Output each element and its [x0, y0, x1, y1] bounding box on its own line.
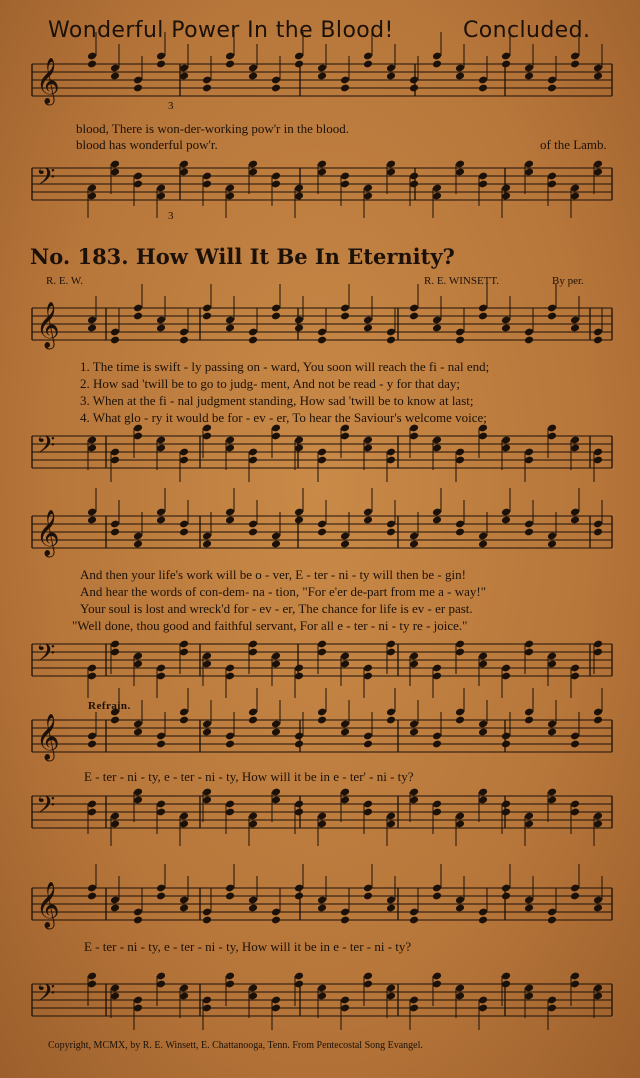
verse-3-part-2: Your soul is lost and wreck'd for - ev - er, The chance for life is ev - er past. [80, 601, 473, 616]
permission-note: By per. [552, 275, 584, 287]
notehead [524, 336, 534, 345]
notehead [524, 72, 534, 81]
notehead [317, 72, 327, 81]
notehead [271, 540, 281, 549]
notehead [409, 916, 419, 925]
notehead [294, 740, 304, 749]
notehead [340, 312, 350, 321]
notehead [432, 740, 442, 749]
notehead [248, 904, 258, 913]
notehead [110, 336, 120, 345]
verse-2-part-1: 2. How sad 'twill be to go to judg- ment, And not be read - y for that day; [80, 376, 460, 391]
notehead [593, 72, 603, 81]
notehead [340, 84, 350, 93]
notehead [156, 892, 166, 901]
bass-clef-icon: 𝄢 [36, 979, 56, 1014]
notehead [202, 540, 212, 549]
notehead [271, 84, 281, 93]
notehead [133, 916, 143, 925]
notehead [294, 892, 304, 901]
notehead [524, 904, 534, 913]
notehead [202, 916, 212, 925]
notehead [570, 516, 580, 525]
notehead [432, 324, 442, 333]
notehead [225, 892, 235, 901]
notehead [156, 516, 166, 525]
notehead [179, 904, 189, 913]
notehead [570, 740, 580, 749]
notehead [133, 84, 143, 93]
notehead [455, 336, 465, 345]
notehead [547, 728, 557, 737]
notehead [202, 728, 212, 737]
notehead [179, 336, 189, 345]
treble-clef-icon: 𝄞 [36, 302, 60, 348]
notehead [271, 916, 281, 925]
refrain-lyric-2: E - ter - ni - ty, e - ter - ni - ty, How will it be in e - ter - ni - ty? [84, 939, 412, 954]
notehead [133, 540, 143, 549]
verse-1-part-2: And then your life's work will be o - ver, E - ter - ni - ty will then be - gin! [80, 567, 466, 582]
notehead [87, 516, 97, 525]
notehead [363, 740, 373, 749]
notehead [455, 904, 465, 913]
verse-3-part-1: 3. When at the fi - nal judgment standing, How sad 'twill be to know at last; [80, 393, 474, 408]
notehead [593, 904, 603, 913]
notehead [547, 312, 557, 321]
notehead [478, 540, 488, 549]
notehead [110, 528, 120, 537]
notehead [110, 716, 120, 725]
continued-lyric-line-1: blood, There is won-der-working pow'r in the blood. [76, 121, 349, 136]
bass-clef-icon: 𝄢 [36, 431, 56, 466]
notehead [225, 324, 235, 333]
notehead [363, 892, 373, 901]
notehead [363, 60, 373, 69]
notehead [363, 324, 373, 333]
notehead [455, 716, 465, 725]
notehead [271, 312, 281, 321]
notehead [570, 324, 580, 333]
notehead [432, 60, 442, 69]
notehead [501, 516, 511, 525]
notehead [87, 60, 97, 69]
notehead [340, 540, 350, 549]
notehead [225, 740, 235, 749]
notehead [547, 84, 557, 93]
notehead [87, 324, 97, 333]
treble-clef-icon: 𝄞 [36, 58, 60, 104]
notehead [409, 728, 419, 737]
notehead [593, 716, 603, 725]
continued-hymn-title: Wonderful Power In the Blood! [48, 18, 394, 43]
notehead [248, 336, 258, 345]
notehead [570, 892, 580, 901]
notehead [593, 528, 603, 537]
notehead [363, 516, 373, 525]
refrain-label: Refrain. [88, 700, 131, 712]
words-by: R. E. W. [46, 275, 83, 287]
treble-clef-icon: 𝄞 [36, 510, 60, 556]
notehead [294, 516, 304, 525]
notehead [455, 528, 465, 537]
notehead [501, 324, 511, 333]
treble-clef-icon: 𝄞 [36, 882, 60, 928]
notehead [87, 740, 97, 749]
refrain-lyric-1: E - ter - ni - ty, e - ter - ni - ty, How will it be in e - ter' - ni - ty? [84, 769, 414, 784]
notehead [386, 336, 396, 345]
continued-lyric-line-2: blood has wonderful pow'r. [76, 137, 218, 152]
notehead [156, 740, 166, 749]
notehead [110, 72, 120, 81]
treble-clef-icon: 𝄞 [36, 714, 60, 760]
notehead [294, 60, 304, 69]
notehead [478, 84, 488, 93]
bass-clef-icon: 𝄢 [36, 791, 56, 826]
notehead [478, 312, 488, 321]
verse-2-part-2: And hear the words of con-dem- na - tion, "For e'er de-part from me a - way!" [80, 584, 487, 599]
notehead [202, 312, 212, 321]
notehead [156, 324, 166, 333]
verse-1-part-1: 1. The time is swift - ly passing on - ward, You soon will reach the fi - nal end; [80, 359, 490, 374]
notehead [409, 312, 419, 321]
notehead [248, 528, 258, 537]
triplet-mark-top: 3 [168, 100, 174, 112]
notehead [294, 324, 304, 333]
verse-4-part-2: "Well done, thou good and faithful servant, For all e - ter - ni - ty re - joice." [72, 618, 468, 633]
verse-4-part-1: 4. What glo - ry it would be for - ev - er, To hear the Saviour's welcome voice; [80, 410, 487, 425]
hymn-title: No. 183. How Will It Be In Eternity? [30, 244, 455, 269]
notehead [340, 916, 350, 925]
notehead [225, 60, 235, 69]
notehead [225, 516, 235, 525]
notehead [547, 540, 557, 549]
notehead [317, 528, 327, 537]
notehead [455, 72, 465, 81]
notehead [87, 892, 97, 901]
notehead [386, 72, 396, 81]
music-by: R. E. WINSETT. [424, 275, 500, 287]
bass-clef-icon: 𝄢 [36, 639, 56, 674]
notehead [386, 904, 396, 913]
notehead [501, 60, 511, 69]
copyright-notice: Copyright, MCMX, by R. E. Winsett, E. Chattanooga, Tenn. From Pentecostal Song Evangel. [48, 1040, 423, 1051]
notehead [432, 516, 442, 525]
notehead [317, 716, 327, 725]
notehead [110, 904, 120, 913]
notehead [179, 716, 189, 725]
notehead [179, 528, 189, 537]
notehead [248, 716, 258, 725]
notehead [478, 728, 488, 737]
notehead [386, 528, 396, 537]
notehead [317, 336, 327, 345]
notehead [501, 892, 511, 901]
notehead [409, 84, 419, 93]
notehead [386, 716, 396, 725]
notehead [570, 60, 580, 69]
continued-hymn-status: Concluded. [463, 18, 591, 43]
notehead [524, 716, 534, 725]
notehead [501, 740, 511, 749]
notehead [133, 728, 143, 737]
continued-lyric-line-2-end: of the Lamb. [540, 137, 607, 152]
notehead [317, 904, 327, 913]
notehead [478, 916, 488, 925]
notehead [133, 312, 143, 321]
notehead [156, 60, 166, 69]
notehead [547, 916, 557, 925]
notehead [432, 892, 442, 901]
notehead [340, 728, 350, 737]
notehead [409, 540, 419, 549]
notehead [248, 72, 258, 81]
notehead [593, 336, 603, 345]
notehead [524, 528, 534, 537]
notehead [202, 84, 212, 93]
notehead [271, 728, 281, 737]
bass-clef-icon: 𝄢 [36, 163, 56, 198]
triplet-mark-bottom: 3 [168, 210, 174, 222]
